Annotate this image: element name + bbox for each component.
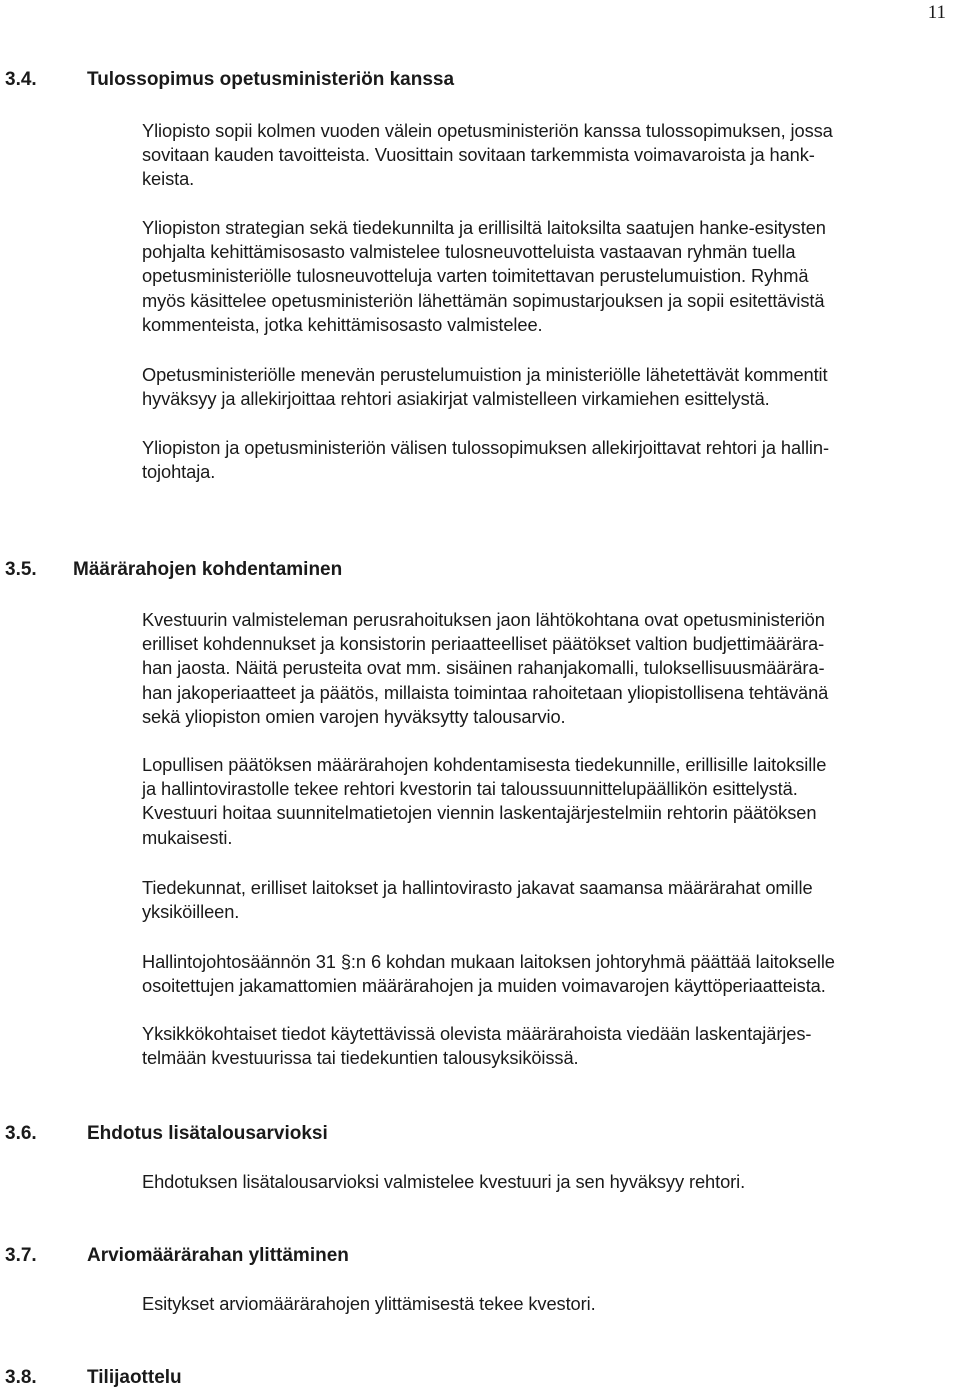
text-line: ja hallintovirastolle tekee rehtori kvestorin tai taloussuunnittelupäällikön esittelystä. (142, 778, 798, 800)
paragraph (142, 119, 960, 192)
paragraph (142, 1022, 960, 1070)
text-line: tojohtaja. (142, 461, 216, 483)
section-number: 3.4. (5, 69, 37, 90)
text-line: Esitykset arviomäärärahojen ylittämisestä tekee kvestori. (142, 1293, 596, 1314)
paragraph (142, 436, 960, 484)
text-line: myös käsittelee opetusministeriön lähettämän sopimustarjouksen ja sopii esitettävistä (142, 289, 825, 311)
section-title: Määrärahojen kohdentaminen (73, 559, 343, 580)
section-number: 3.7. (5, 1245, 37, 1266)
text-line: Yliopiston strategian sekä tiedekunnilta ja erillisiltä laitoksilta saatujen hanke-esitysten (142, 217, 826, 238)
text-line: Kvestuuri hoitaa suunnitelmatietojen viennin laskentajärjestelmiin rehtorin päätöksen (142, 802, 817, 824)
paragraph (142, 363, 960, 411)
text-line: pohjalta kehittämisosasto valmistelee tulosneuvotteluista vastaavan ryhmän tuella (142, 241, 796, 263)
text-line: Yksikkökohtaiset tiedot käytettävissä olevista määrärahoista viedään laskentajärjes- (142, 1023, 812, 1044)
text-line: erilliset kohdennukset ja konsistorin periaatteelliset päätökset valtion budjettimäärära- (142, 633, 825, 655)
page-number: 11 (927, 2, 946, 23)
section-title: Tilijaottelu (87, 1367, 182, 1388)
text-line: han jakoperiaatteet ja päätös, millaista toimintaa rahoitetaan yliopistollisena tehtävänä (142, 681, 829, 703)
paragraph (142, 608, 960, 729)
text-line: Lopullisen päätöksen määrärahojen kohdentamisesta tiedekunnille, erillisille laitoksille (142, 754, 827, 775)
section-title: Tulossopimus opetusministeriön kanssa (87, 69, 455, 90)
text-line: telmään kvestuurissa tai tiedekuntien talousyksiköissä. (142, 1047, 579, 1069)
text-line: Yliopiston ja opetusministeriön välisen tulossopimuksen allekirjoittavat rehtori ja hallin- (142, 437, 829, 458)
section-number: 3.5. (5, 559, 37, 580)
section-number: 3.6. (5, 1123, 37, 1144)
text-line: osoitettujen jakamattomien määrärahojen ja muiden voimavarojen käyttöperiaatteista. (142, 975, 826, 997)
text-line: opetusministeriölle tulosneuvotteluja varten toimitettavan perustelumuistion. Ryhmä (142, 265, 809, 287)
paragraph (142, 1170, 960, 1194)
text-line: han jaosta. Näitä perusteita ovat mm. sisäinen rahanjakomalli, tuloksellisuusmäärära- (142, 657, 825, 679)
text-line: Tiedekunnat, erilliset laitokset ja hallintovirasto jakavat saamansa määrärahat omille (142, 877, 813, 898)
text-line: keista. (142, 168, 195, 190)
paragraph (142, 753, 960, 850)
section-heading-3-4 (5, 68, 455, 92)
section-title: Ehdotus lisätalousarvioksi (87, 1123, 328, 1144)
text-line: sekä yliopiston omien varojen hyväksytty talousarvio. (142, 705, 566, 727)
text-line: Opetusministeriölle menevän perustelumuistion ja ministeriölle lähetettävät kommentit (142, 364, 828, 385)
paragraph (142, 950, 960, 998)
text-line: Ehdotuksen lisätalousarvioksi valmistelee kvestuuri ja sen hyväksyy rehtori. (142, 1171, 746, 1192)
section-number: 3.8. (5, 1367, 37, 1388)
paragraph (142, 216, 960, 337)
paragraph (142, 1292, 960, 1316)
text-line: sovitaan kauden tavoitteista. Vuosittain sovitaan tarkemmista voimavaroista ja hank- (142, 144, 815, 166)
section-title: Arviomäärärahan ylittäminen (87, 1245, 349, 1266)
text-line: mukaisesti. (142, 826, 233, 848)
text-line: Kvestuurin valmisteleman perusrahoituksen jaon lähtökohtana ovat opetusministeriön (142, 609, 825, 630)
text-line: kommenteista, jotka kehittämisosasto valmistelee. (142, 313, 543, 335)
section-heading-3-5 (5, 558, 343, 582)
text-line: Hallintojohtosäännön 31 §:n 6 kohdan mukaan laitoksen johtoryhmä päättää laitokselle (142, 951, 835, 972)
paragraph (142, 876, 960, 924)
text-line: hyväksyy ja allekirjoittaa rehtori asiakirjat valmistelleen virkamiehen esittelystä. (142, 388, 770, 410)
text-line: yksiköilleen. (142, 901, 240, 923)
section-heading-3-7 (5, 1244, 349, 1268)
text-line: Yliopisto sopii kolmen vuoden välein opetusministeriön kanssa tulossopimuksen, jossa (142, 120, 833, 141)
section-heading-3-6 (5, 1122, 328, 1146)
section-heading-3-8 (5, 1366, 182, 1390)
